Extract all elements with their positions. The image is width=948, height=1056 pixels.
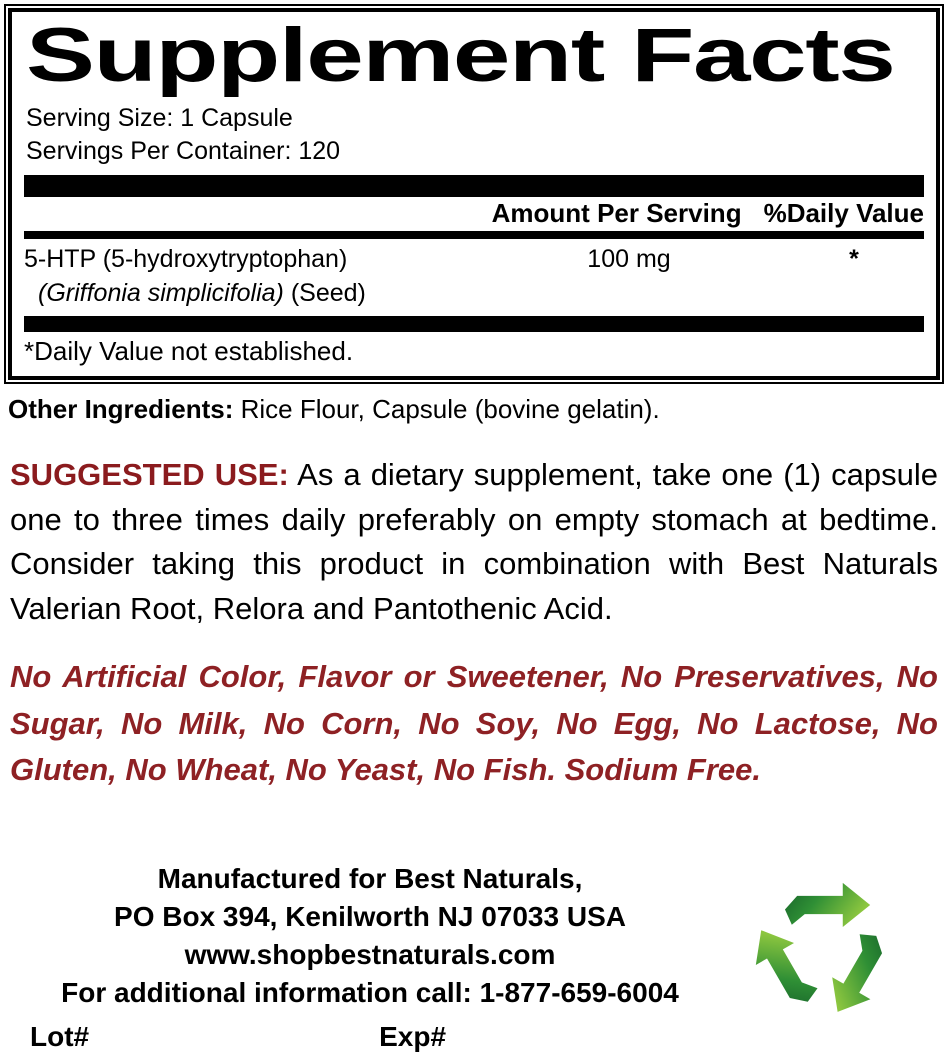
suggested-use-text: As a dietary supplement, take one (1) capsule one to three times daily preferably on empty stomach at bedtime. Consider taking this product in combination with Best Naturals Valerian Root, Relora and Pantothenic Acid. [10,456,938,627]
nutrient-botanical-name [38,277,474,311]
address-line: PO Box 394, Kenilworth NJ 07033 USA [114,900,626,932]
nutrient-amount: 100 mg [587,244,671,273]
allergen-claims: No Artificial Color, Flavor or Sweetener, No Preservatives, No Sugar, No Milk, No Corn, No Soy, No Egg, No Lactose, No Gluten, No Wheat, No Yeast, No Fish. Sodium Free. [10,659,938,788]
lot-label: Lot# [30,1021,90,1053]
divider-thin [24,231,924,239]
column-header-row [24,199,924,229]
manufacturer-info [0,860,740,1056]
nutrient-name: 5-HTP (5-hydroxytryptophan) [24,244,348,273]
suggested-use-label: SUGGESTED USE: [10,456,289,492]
other-ingredients-text: Rice Flour, Capsule (bovine gelatin). [240,393,660,424]
manufacturer-footer [0,860,948,1056]
nutrient-daily-value: * [849,244,859,273]
serving-size: Serving Size: 1 Capsule [26,104,293,132]
recycle-icon [750,862,896,1030]
supplement-label [0,8,948,1056]
exp-label: Exp# [379,1021,447,1053]
botanical-part: (Seed) [283,278,366,307]
other-ingredients-label: Other Ingredients: [8,393,234,424]
website-line: www.shopbestnaturals.com [184,938,556,970]
phone-line: For additional information call: 1-877-659-6004 [61,977,679,1009]
daily-value-footnote: *Daily Value not established. [24,336,354,367]
manufactured-for-line: Manufactured for Best Naturals, [157,862,583,894]
divider-thick-bottom [24,316,924,332]
servings-per-container: Servings Per Container: 120 [26,136,341,165]
nutrient-row [24,243,924,311]
col-header-percent-daily-value: %Daily Value [763,198,924,228]
botanical-latin-name: (Griffonia simplicifolia) [38,278,284,307]
supplement-facts-panel [8,8,940,380]
divider-thick-top [24,175,924,197]
nutrient-name-cell [24,243,474,311]
other-ingredients [8,394,940,425]
col-header-amount-per-serving: Amount Per Serving [491,198,742,228]
panel-title: Supplement Facts [26,13,895,98]
suggested-use [10,453,938,633]
